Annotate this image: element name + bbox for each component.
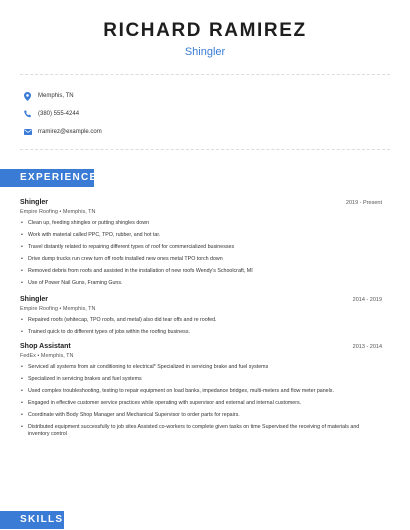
job-entry <box>0 199 410 287</box>
contact-list <box>0 75 410 141</box>
job-header <box>20 199 382 206</box>
job-dates: 2013 - 2014 <box>352 344 382 350</box>
email-icon <box>23 128 32 137</box>
contact-location <box>23 87 410 105</box>
job-bullet: • Work with material called PPC, TPO, rubber, and hot tar. <box>20 232 382 239</box>
job-bullet: • Distributed equipment successfully to job sites Assisted co-workers to complete given tasks on time Supervised the receiving of materials and inventory control <box>20 424 382 438</box>
contact-phone-text: (380) 555-4244 <box>38 111 80 117</box>
job-bullet: • Clean up, feeding shingles or putting shingles down <box>20 220 382 227</box>
job-bullets <box>20 220 382 287</box>
job-bullet: • Drive dump trucks run crew turn off roofs installed new ones metal TPO torch down <box>20 256 382 263</box>
job-bullets <box>20 317 382 336</box>
contact-phone <box>23 105 410 123</box>
job-bullet: • Travel distantly related to repairing different types of roof for commercialized businesses <box>20 244 382 251</box>
job-bullet: • Engaged in effective customer service practices while operating with supervisor and external and internal customers. <box>20 400 382 407</box>
job-bullet: • Repaired roofs (whitecap, TPO roofs, and metal) also did tear offs and re roofed. <box>20 317 382 324</box>
job-bullet: • Serviced all systems from air conditioning to electrical* Specialized in servicing brake and fuel systems <box>20 364 382 371</box>
job-bullet: • Use of Power Nail Guns, Framing Guns. <box>20 280 382 287</box>
job-title: Shingler <box>20 199 49 206</box>
job-bullet: • Trained quick to do different types of jobs within the roofing business. <box>20 329 382 336</box>
job-header <box>20 343 382 350</box>
experience-list <box>0 199 410 438</box>
skills-section-header <box>0 511 64 529</box>
job-bullet: • Used complex troubleshooting, testing to repair equipment on load banks, impedance bridges, multi-meters and flow meter panels. <box>20 388 382 395</box>
candidate-name: RICHARD RAMIREZ <box>103 20 307 41</box>
contact-divider <box>20 149 390 150</box>
contact-email-text: rramirez@example.com <box>38 129 102 135</box>
job-bullets <box>20 364 382 438</box>
job-header <box>20 296 382 303</box>
resume-header <box>0 0 410 58</box>
phone-icon <box>23 110 32 119</box>
job-title: Shop Assistant <box>20 343 71 350</box>
contact-email <box>23 123 410 141</box>
job-company: Empire Roofing • Memphis, TN <box>20 209 96 215</box>
location-pin-icon <box>23 92 32 101</box>
job-bullet: • Removed debris from roofs and assisted in the installation of new roofs Wendy's Schoolcraft, MI <box>20 268 382 275</box>
job-entry <box>0 343 410 438</box>
job-company: Empire Roofing • Memphis, TN <box>20 306 96 312</box>
candidate-title: Shingler <box>184 46 226 58</box>
contact-location-text: Memphis, TN <box>38 93 74 99</box>
experience-heading: EXPERIENCE <box>0 169 94 187</box>
job-title: Shingler <box>20 296 49 303</box>
job-dates: 2014 - 2019 <box>352 297 382 303</box>
job-dates: 2019 - Present <box>345 200 382 206</box>
job-company: FedEx • Memphis, TN <box>20 353 74 359</box>
job-bullet: • Specialized in servicing brakes and fuel systems <box>20 376 382 383</box>
job-entry <box>0 296 410 336</box>
skills-heading: SKILLS <box>0 511 64 529</box>
experience-section-header <box>0 169 410 187</box>
job-bullet: • Coordinate with Body Shop Manager and Mechanical Supervisor to order parts for repairs. <box>20 412 382 419</box>
